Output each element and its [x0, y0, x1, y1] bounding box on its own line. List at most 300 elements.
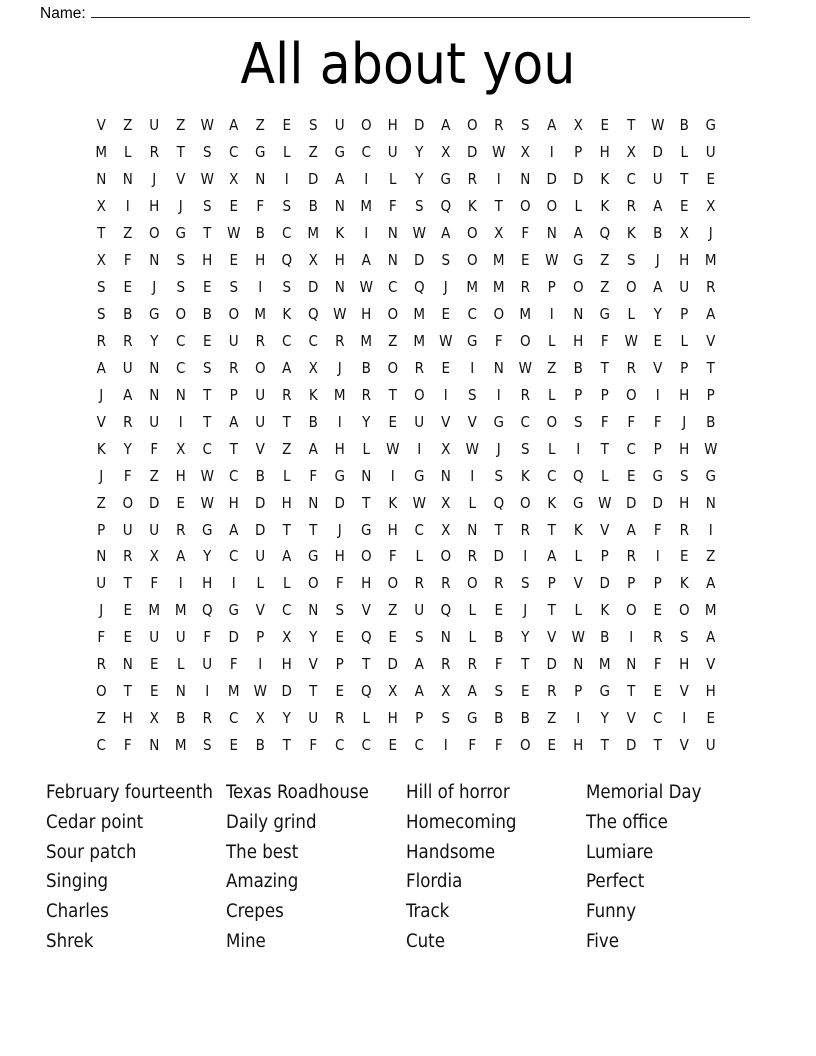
grid-letter[interactable]: J: [99, 601, 104, 620]
grid-letter[interactable]: F: [97, 628, 106, 647]
grid-letter[interactable]: P: [229, 385, 238, 404]
grid-letter[interactable]: Y: [521, 628, 530, 647]
grid-letter[interactable]: H: [679, 385, 690, 404]
grid-letter[interactable]: L: [680, 331, 688, 350]
grid-letter[interactable]: I: [655, 385, 660, 404]
grid-letter[interactable]: W: [571, 628, 585, 647]
grid-letter[interactable]: V: [679, 682, 689, 701]
grid-letter[interactable]: J: [99, 385, 104, 404]
word-list-item[interactable]: Cute: [406, 930, 445, 952]
grid-letter[interactable]: B: [494, 628, 504, 647]
word-list-item[interactable]: Singing: [46, 871, 109, 893]
grid-letter[interactable]: Q: [413, 278, 425, 297]
grid-letter[interactable]: R: [626, 358, 636, 377]
grid-letter[interactable]: L: [627, 305, 635, 324]
grid-letter[interactable]: G: [493, 412, 504, 431]
grid-letter[interactable]: G: [705, 466, 716, 485]
grid-letter[interactable]: T: [494, 197, 503, 216]
grid-letter[interactable]: B: [573, 358, 583, 377]
grid-letter[interactable]: R: [467, 547, 477, 566]
grid-letter[interactable]: Z: [149, 466, 159, 485]
grid-letter[interactable]: L: [388, 170, 397, 189]
grid-letter[interactable]: A: [706, 305, 716, 324]
grid-letter[interactable]: G: [202, 520, 213, 539]
grid-letter[interactable]: J: [152, 170, 157, 189]
grid-letter[interactable]: J: [178, 197, 183, 216]
grid-letter[interactable]: C: [626, 439, 636, 458]
grid-letter[interactable]: G: [467, 709, 478, 728]
grid-letter[interactable]: U: [387, 143, 398, 162]
grid-letter[interactable]: Z: [388, 601, 398, 620]
grid-letter[interactable]: E: [176, 493, 186, 512]
grid-letter[interactable]: P: [97, 520, 106, 539]
grid-letter[interactable]: Q: [360, 628, 372, 647]
grid-letter[interactable]: N: [626, 655, 637, 674]
grid-letter[interactable]: R: [282, 385, 292, 404]
grid-letter[interactable]: E: [335, 628, 345, 647]
grid-letter[interactable]: T: [123, 682, 132, 701]
grid-letter[interactable]: T: [388, 385, 397, 404]
grid-letter[interactable]: P: [547, 574, 556, 593]
grid-letter[interactable]: W: [412, 224, 426, 243]
grid-letter[interactable]: X: [308, 251, 318, 270]
grid-letter[interactable]: X: [573, 116, 583, 135]
grid-letter[interactable]: R: [441, 655, 451, 674]
grid-letter[interactable]: A: [467, 682, 477, 701]
grid-letter[interactable]: O: [546, 197, 558, 216]
word-list-item[interactable]: Shrek: [46, 930, 94, 952]
grid-letter[interactable]: V: [255, 601, 265, 620]
grid-letter[interactable]: V: [679, 736, 689, 755]
grid-letter[interactable]: A: [441, 116, 451, 135]
grid-letter[interactable]: S: [494, 466, 504, 485]
grid-letter[interactable]: V: [441, 412, 451, 431]
grid-letter[interactable]: X: [626, 143, 636, 162]
grid-letter[interactable]: H: [334, 439, 345, 458]
grid-letter[interactable]: L: [468, 601, 476, 620]
grid-letter[interactable]: K: [96, 439, 106, 458]
grid-letter[interactable]: R: [361, 385, 371, 404]
grid-letter[interactable]: S: [282, 278, 292, 297]
grid-letter[interactable]: A: [547, 547, 557, 566]
grid-letter[interactable]: R: [176, 520, 186, 539]
grid-letter[interactable]: W: [333, 305, 347, 324]
word-list-item[interactable]: Sour patch: [46, 841, 137, 863]
grid-letter[interactable]: E: [388, 736, 398, 755]
grid-letter[interactable]: S: [308, 116, 318, 135]
word-list-item[interactable]: Homecoming: [406, 811, 517, 833]
grid-letter[interactable]: I: [655, 547, 660, 566]
grid-letter[interactable]: R: [467, 170, 477, 189]
grid-letter[interactable]: N: [149, 385, 160, 404]
grid-letter[interactable]: N: [546, 224, 557, 243]
grid-letter[interactable]: S: [520, 116, 530, 135]
grid-letter[interactable]: W: [624, 331, 638, 350]
grid-letter[interactable]: C: [547, 466, 557, 485]
grid-letter[interactable]: O: [519, 736, 531, 755]
grid-letter[interactable]: C: [308, 331, 318, 350]
grid-letter[interactable]: Y: [600, 709, 609, 728]
grid-letter[interactable]: B: [202, 305, 212, 324]
grid-letter[interactable]: J: [496, 439, 501, 458]
grid-letter[interactable]: T: [203, 412, 212, 431]
grid-letter[interactable]: G: [334, 143, 345, 162]
grid-letter[interactable]: A: [282, 358, 292, 377]
grid-letter[interactable]: E: [202, 278, 212, 297]
grid-letter[interactable]: F: [468, 736, 477, 755]
grid-letter[interactable]: I: [470, 466, 475, 485]
grid-letter[interactable]: D: [414, 251, 425, 270]
grid-letter[interactable]: E: [123, 628, 133, 647]
grid-letter[interactable]: Q: [599, 224, 611, 243]
grid-letter[interactable]: T: [97, 224, 106, 243]
grid-letter[interactable]: V: [308, 655, 318, 674]
grid-letter[interactable]: H: [387, 116, 398, 135]
grid-letter[interactable]: N: [361, 466, 372, 485]
grid-letter[interactable]: R: [123, 331, 133, 350]
word-list-item[interactable]: Texas Roadhouse: [226, 782, 369, 803]
grid-letter[interactable]: U: [652, 170, 663, 189]
grid-letter[interactable]: O: [572, 278, 584, 297]
grid-letter[interactable]: X: [282, 628, 292, 647]
grid-letter[interactable]: Z: [123, 224, 133, 243]
grid-letter[interactable]: H: [202, 251, 213, 270]
grid-letter[interactable]: O: [493, 305, 505, 324]
grid-letter[interactable]: U: [255, 412, 266, 431]
word-list-item[interactable]: Hill of horror: [406, 782, 510, 803]
grid-letter[interactable]: S: [282, 197, 292, 216]
grid-letter[interactable]: T: [282, 520, 291, 539]
grid-letter[interactable]: T: [123, 574, 132, 593]
grid-letter[interactable]: I: [549, 305, 554, 324]
grid-letter[interactable]: P: [574, 385, 583, 404]
grid-letter[interactable]: N: [334, 278, 345, 297]
grid-letter[interactable]: E: [335, 682, 345, 701]
grid-letter[interactable]: P: [600, 385, 609, 404]
grid-letter[interactable]: T: [176, 143, 185, 162]
grid-letter[interactable]: G: [652, 466, 663, 485]
grid-letter[interactable]: R: [335, 709, 345, 728]
word-list-item[interactable]: Lumiare: [586, 841, 654, 863]
grid-letter[interactable]: P: [600, 547, 609, 566]
grid-letter[interactable]: F: [123, 736, 132, 755]
grid-letter[interactable]: F: [335, 574, 344, 593]
grid-letter[interactable]: R: [123, 412, 133, 431]
grid-letter[interactable]: E: [547, 736, 557, 755]
grid-letter[interactable]: K: [679, 574, 689, 593]
word-list-item[interactable]: Perfect: [586, 871, 645, 893]
grid-letter[interactable]: R: [679, 520, 689, 539]
grid-letter[interactable]: V: [361, 601, 371, 620]
grid-letter[interactable]: T: [627, 116, 636, 135]
grid-letter[interactable]: A: [653, 197, 663, 216]
grid-letter[interactable]: F: [494, 655, 503, 674]
grid-letter[interactable]: E: [653, 601, 663, 620]
grid-letter[interactable]: E: [229, 736, 239, 755]
grid-letter[interactable]: E: [679, 547, 689, 566]
word-list-item[interactable]: Track: [406, 901, 450, 923]
grid-letter[interactable]: O: [466, 224, 478, 243]
grid-letter[interactable]: K: [308, 385, 318, 404]
grid-letter[interactable]: K: [520, 466, 530, 485]
grid-letter[interactable]: I: [258, 655, 263, 674]
grid-letter[interactable]: R: [626, 197, 636, 216]
grid-letter[interactable]: P: [415, 709, 424, 728]
grid-letter[interactable]: U: [705, 143, 716, 162]
grid-letter[interactable]: I: [496, 385, 501, 404]
grid-letter[interactable]: B: [176, 709, 186, 728]
grid-letter[interactable]: H: [334, 547, 345, 566]
grid-letter[interactable]: W: [200, 170, 214, 189]
grid-letter[interactable]: I: [549, 143, 554, 162]
grid-letter[interactable]: O: [307, 574, 319, 593]
grid-letter[interactable]: Q: [360, 682, 372, 701]
grid-letter[interactable]: W: [439, 331, 453, 350]
grid-letter[interactable]: Q: [440, 197, 452, 216]
grid-letter[interactable]: K: [388, 493, 398, 512]
grid-letter[interactable]: A: [96, 358, 106, 377]
grid-letter[interactable]: U: [334, 116, 345, 135]
grid-letter[interactable]: X: [441, 682, 451, 701]
grid-letter[interactable]: T: [203, 224, 212, 243]
grid-letter[interactable]: C: [202, 439, 212, 458]
grid-letter[interactable]: P: [653, 574, 662, 593]
grid-letter[interactable]: B: [123, 305, 133, 324]
grid-letter[interactable]: G: [334, 466, 345, 485]
grid-letter[interactable]: Y: [415, 143, 424, 162]
grid-letter[interactable]: N: [308, 601, 319, 620]
grid-letter[interactable]: K: [282, 305, 292, 324]
grid-letter[interactable]: I: [682, 709, 687, 728]
grid-letter[interactable]: D: [652, 143, 663, 162]
grid-letter[interactable]: K: [335, 224, 345, 243]
grid-letter[interactable]: D: [281, 682, 292, 701]
grid-letter[interactable]: S: [441, 709, 451, 728]
grid-letter[interactable]: C: [388, 278, 398, 297]
grid-letter[interactable]: S: [202, 197, 212, 216]
grid-letter[interactable]: S: [96, 278, 106, 297]
grid-letter[interactable]: C: [229, 709, 239, 728]
word-list-item[interactable]: Memorial Day: [586, 782, 702, 803]
grid-letter[interactable]: A: [335, 170, 345, 189]
grid-letter[interactable]: O: [546, 412, 558, 431]
grid-letter[interactable]: H: [705, 682, 716, 701]
grid-letter[interactable]: V: [255, 439, 265, 458]
grid-letter[interactable]: G: [573, 251, 584, 270]
grid-letter[interactable]: R: [414, 574, 424, 593]
grid-letter[interactable]: C: [626, 170, 636, 189]
grid-letter[interactable]: E: [282, 116, 292, 135]
grid-letter[interactable]: Z: [600, 251, 610, 270]
grid-letter[interactable]: A: [547, 116, 557, 135]
grid-letter[interactable]: H: [573, 331, 584, 350]
grid-letter[interactable]: I: [231, 574, 236, 593]
grid-letter[interactable]: B: [600, 628, 610, 647]
grid-letter[interactable]: L: [574, 197, 582, 216]
grid-letter[interactable]: M: [413, 331, 426, 350]
grid-letter[interactable]: S: [520, 574, 530, 593]
grid-letter[interactable]: R: [96, 331, 106, 350]
grid-letter[interactable]: L: [362, 439, 370, 458]
grid-letter[interactable]: Y: [203, 547, 212, 566]
grid-letter[interactable]: K: [467, 197, 477, 216]
grid-letter[interactable]: M: [360, 331, 373, 350]
grid-letter[interactable]: H: [149, 197, 160, 216]
grid-letter[interactable]: Z: [96, 709, 106, 728]
grid-letter[interactable]: M: [413, 305, 426, 324]
grid-letter[interactable]: X: [176, 439, 186, 458]
grid-letter[interactable]: W: [200, 116, 214, 135]
grid-letter[interactable]: C: [520, 412, 530, 431]
grid-letter[interactable]: H: [679, 493, 690, 512]
grid-letter[interactable]: R: [653, 628, 663, 647]
grid-letter[interactable]: N: [387, 251, 398, 270]
grid-letter[interactable]: G: [599, 682, 610, 701]
grid-letter[interactable]: O: [625, 601, 637, 620]
grid-letter[interactable]: I: [364, 224, 369, 243]
grid-letter[interactable]: B: [361, 358, 371, 377]
grid-letter[interactable]: W: [253, 682, 267, 701]
grid-letter[interactable]: F: [494, 736, 503, 755]
grid-letter[interactable]: L: [362, 709, 370, 728]
grid-letter[interactable]: A: [706, 574, 716, 593]
grid-letter[interactable]: U: [255, 385, 266, 404]
grid-letter[interactable]: N: [387, 224, 398, 243]
grid-letter[interactable]: S: [96, 305, 106, 324]
grid-letter[interactable]: D: [493, 547, 504, 566]
grid-letter[interactable]: A: [361, 251, 371, 270]
grid-letter[interactable]: J: [443, 278, 448, 297]
grid-letter[interactable]: A: [414, 682, 424, 701]
grid-letter[interactable]: N: [308, 493, 319, 512]
grid-letter[interactable]: I: [205, 682, 210, 701]
grid-letter[interactable]: U: [414, 601, 425, 620]
grid-letter[interactable]: P: [653, 439, 662, 458]
grid-letter[interactable]: U: [679, 278, 690, 297]
grid-letter[interactable]: F: [653, 655, 662, 674]
grid-letter[interactable]: V: [176, 170, 186, 189]
grid-letter[interactable]: F: [256, 197, 265, 216]
grid-letter[interactable]: E: [520, 251, 530, 270]
grid-letter[interactable]: W: [598, 493, 612, 512]
grid-letter[interactable]: O: [440, 547, 452, 566]
grid-letter[interactable]: F: [600, 412, 609, 431]
grid-letter[interactable]: C: [361, 736, 371, 755]
word-list-item[interactable]: The office: [586, 811, 668, 833]
grid-letter[interactable]: T: [203, 385, 212, 404]
grid-letter[interactable]: R: [494, 116, 504, 135]
grid-letter[interactable]: R: [626, 547, 636, 566]
grid-letter[interactable]: U: [202, 655, 213, 674]
grid-letter[interactable]: R: [96, 655, 106, 674]
word-list-item[interactable]: Crepes: [226, 901, 284, 923]
grid-letter[interactable]: L: [256, 574, 264, 593]
grid-letter[interactable]: X: [255, 709, 265, 728]
grid-letter[interactable]: T: [362, 655, 371, 674]
word-list-item[interactable]: The best: [226, 841, 299, 863]
grid-letter[interactable]: F: [653, 412, 662, 431]
grid-letter[interactable]: U: [308, 709, 319, 728]
grid-letter[interactable]: N: [122, 655, 133, 674]
grid-letter[interactable]: J: [523, 601, 528, 620]
grid-letter[interactable]: I: [523, 547, 528, 566]
grid-letter[interactable]: D: [387, 655, 398, 674]
grid-letter[interactable]: Z: [255, 116, 265, 135]
grid-letter[interactable]: O: [625, 385, 637, 404]
grid-letter[interactable]: W: [651, 116, 665, 135]
grid-letter[interactable]: G: [228, 601, 239, 620]
grid-letter[interactable]: C: [653, 709, 663, 728]
grid-letter[interactable]: L: [680, 143, 688, 162]
grid-letter[interactable]: C: [467, 305, 477, 324]
grid-letter[interactable]: L: [547, 331, 556, 350]
grid-letter[interactable]: L: [574, 547, 582, 566]
grid-letter[interactable]: T: [600, 736, 609, 755]
grid-letter[interactable]: W: [412, 493, 426, 512]
grid-letter[interactable]: K: [600, 170, 610, 189]
grid-letter[interactable]: Y: [150, 331, 159, 350]
grid-letter[interactable]: P: [680, 358, 689, 377]
grid-letter[interactable]: L: [282, 466, 291, 485]
grid-letter[interactable]: Z: [282, 439, 292, 458]
grid-letter[interactable]: F: [150, 574, 159, 593]
grid-letter[interactable]: J: [99, 466, 104, 485]
grid-letter[interactable]: V: [96, 412, 106, 431]
grid-letter[interactable]: R: [494, 574, 504, 593]
grid-letter[interactable]: L: [468, 628, 476, 647]
grid-letter[interactable]: W: [359, 278, 373, 297]
grid-letter[interactable]: T: [282, 736, 291, 755]
grid-letter[interactable]: L: [468, 493, 476, 512]
grid-letter[interactable]: L: [415, 547, 423, 566]
grid-letter[interactable]: Y: [653, 305, 662, 324]
grid-letter[interactable]: D: [546, 170, 557, 189]
grid-letter[interactable]: U: [149, 116, 160, 135]
grid-letter[interactable]: N: [255, 170, 266, 189]
grid-letter[interactable]: A: [441, 224, 451, 243]
grid-letter[interactable]: O: [387, 305, 399, 324]
grid-letter[interactable]: H: [361, 305, 372, 324]
grid-letter[interactable]: R: [202, 709, 212, 728]
grid-letter[interactable]: S: [414, 197, 424, 216]
grid-letter[interactable]: D: [414, 116, 425, 135]
grid-letter[interactable]: P: [706, 385, 715, 404]
grid-letter[interactable]: R: [335, 331, 345, 350]
grid-letter[interactable]: L: [176, 655, 185, 674]
grid-letter[interactable]: T: [521, 655, 530, 674]
grid-letter[interactable]: E: [600, 116, 610, 135]
grid-letter[interactable]: F: [309, 466, 318, 485]
grid-letter[interactable]: Q: [307, 305, 319, 324]
grid-letter[interactable]: E: [388, 412, 398, 431]
grid-letter[interactable]: S: [176, 251, 186, 270]
grid-letter[interactable]: I: [443, 736, 448, 755]
grid-letter[interactable]: O: [466, 251, 478, 270]
grid-letter[interactable]: Q: [572, 466, 584, 485]
grid-letter[interactable]: D: [308, 278, 319, 297]
grid-letter[interactable]: H: [679, 655, 690, 674]
grid-letter[interactable]: I: [629, 628, 634, 647]
grid-letter[interactable]: I: [390, 466, 395, 485]
grid-letter[interactable]: X: [441, 493, 451, 512]
grid-letter[interactable]: O: [519, 197, 531, 216]
grid-letter[interactable]: E: [388, 628, 398, 647]
grid-letter[interactable]: Y: [309, 628, 318, 647]
grid-letter[interactable]: M: [466, 278, 479, 297]
word-list-item[interactable]: Handsome: [406, 841, 496, 863]
grid-letter[interactable]: I: [178, 412, 183, 431]
grid-letter[interactable]: N: [122, 170, 133, 189]
